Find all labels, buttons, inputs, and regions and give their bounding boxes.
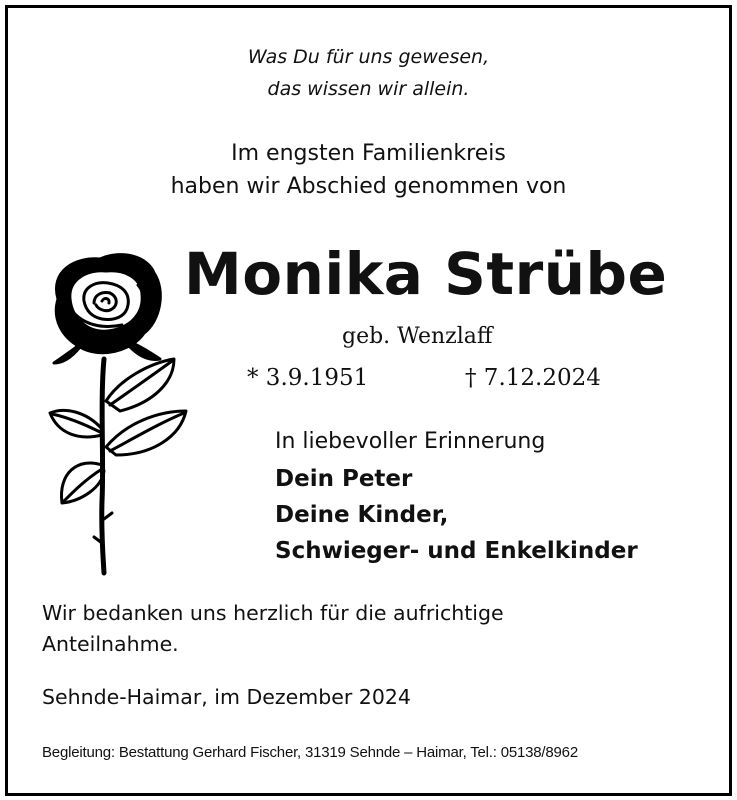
signer-3: Schwieger- und Enkelkinder (275, 538, 638, 564)
signer-1: Dein Peter (275, 466, 413, 492)
deceased-name: Monika Strübe (184, 240, 668, 308)
motto-line-1: Was Du für uns gewesen, (247, 46, 490, 68)
signer-2: Deine Kinder, (275, 502, 449, 528)
intro-line-1: Im engsten Familienkreis (231, 141, 506, 166)
thanks-line-1: Wir bedanken uns herzlich für die aufrichtige (42, 601, 504, 625)
birth-date: * 3.9.1951 (247, 365, 369, 391)
thanks-line-2: Anteilnahme. (42, 632, 179, 656)
obituary-frame (5, 5, 732, 796)
intro-line-2: haben wir Abschied genommen von (170, 174, 567, 199)
maiden-name: geb. Wenzlaff (342, 324, 493, 349)
funeral-home-footer: Begleitung: Bestattung Gerhard Fischer, 31319 Sehnde – Haimar, Tel.: 05138/8962 (42, 744, 578, 761)
place-date: Sehnde-Haimar, im Dezember 2024 (42, 685, 411, 709)
memory-line: In liebevoller Erinnerung (275, 429, 546, 454)
motto-line-2: das wissen wir allein. (267, 78, 470, 100)
death-date: † 7.12.2024 (465, 365, 601, 391)
rose-icon (40, 251, 200, 576)
